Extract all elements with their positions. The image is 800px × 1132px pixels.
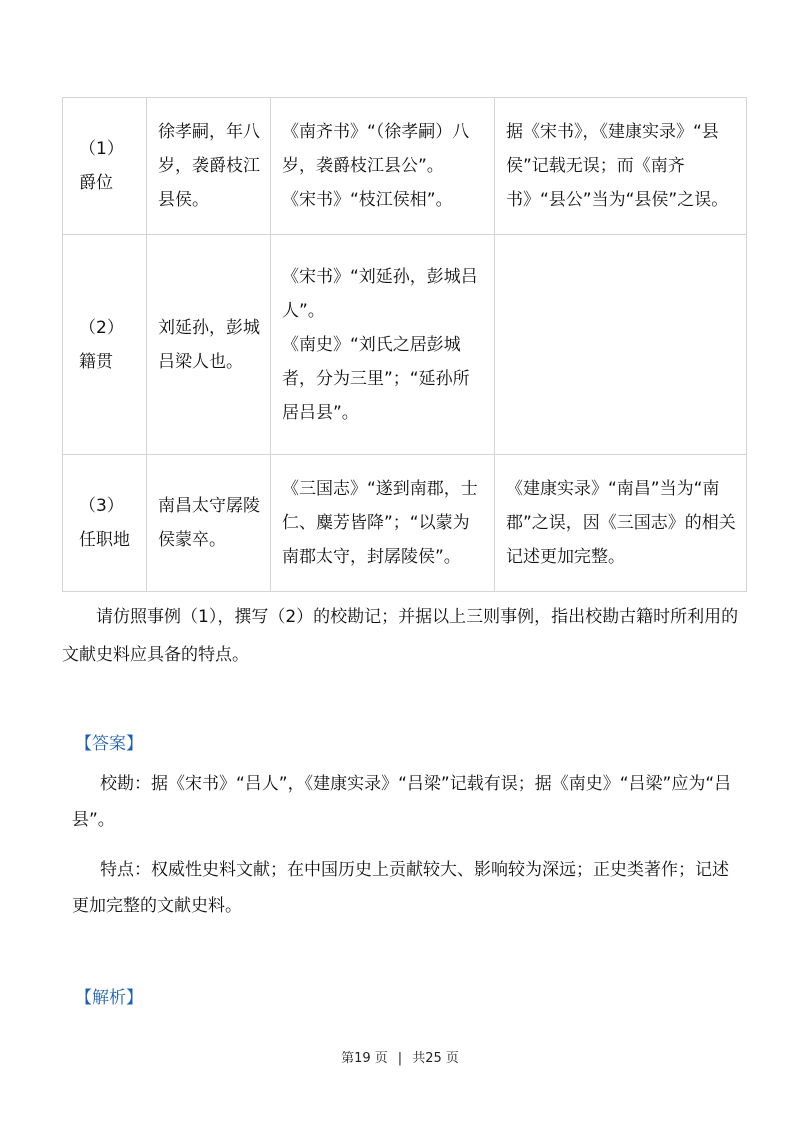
conclusion-cell: 据《宋书》，《建康实录》“县侯”记载无误；而《南齐书》“县公”当为“县侯”之误。 bbox=[495, 98, 747, 235]
evidence-line: 《宋书》“刘延孙，彭城吕人”。 bbox=[282, 266, 478, 321]
table-row bbox=[63, 455, 747, 592]
evidence-cell bbox=[271, 235, 495, 455]
analysis-heading: 【解析】 bbox=[75, 988, 143, 1008]
item-cell: （3）任职地 bbox=[63, 455, 147, 592]
page-footer bbox=[0, 1047, 800, 1066]
evidence-cell bbox=[271, 455, 495, 592]
page-number: 第19 页 bbox=[341, 1051, 388, 1066]
page-total: 共25 页 bbox=[412, 1051, 459, 1066]
conclusion-cell: 《建康实录》“南昌”当为“南郡”之误，因《三国志》的相关记述更加完整。 bbox=[495, 455, 747, 592]
answer-collation: 校勘：据《宋书》“吕人”，《建康实录》“吕梁”记载有误；据《南史》“吕梁”应为“吕县”。 bbox=[72, 774, 732, 830]
answer-features: 特点：权威性史料文献；在中国历史上贡献较大、影响较为深远；正史类著作；记述更加完整的文献史料。 bbox=[72, 860, 729, 916]
conclusion-cell bbox=[495, 235, 747, 455]
footer-separator: | bbox=[397, 1051, 403, 1066]
evidence-cell bbox=[271, 98, 495, 235]
item-cell: （2）籍贯 bbox=[63, 235, 147, 455]
evidence-line: 《宋书》“枝江侯相”。 bbox=[282, 190, 453, 210]
evidence-line: 《三国志》“遂到南郡，士仁、麋芳皆降”；“以蒙为南郡太守，封孱陵侯”。 bbox=[282, 479, 478, 567]
question-text: 请仿照事例（1），撰写（2）的校勘记；并据以上三则事例，指出校勘古籍时所利用的文献史料应具备的特点。 bbox=[62, 607, 739, 665]
table-row bbox=[63, 235, 747, 455]
original-cell: 刘延孙，彭城吕梁人也。 bbox=[147, 235, 271, 455]
answer-heading: 【答案】 bbox=[75, 734, 143, 754]
collation-table bbox=[62, 97, 747, 592]
table-row bbox=[63, 98, 747, 235]
evidence-line: 《南齐书》“（徐孝嗣）八岁，袭爵枝江县公”。 bbox=[282, 122, 470, 176]
evidence-line: 《南史》“刘氏之居彭城者，分为三里”；“延孙所居吕县”。 bbox=[282, 334, 470, 423]
original-cell: 徐孝嗣，年八岁，袭爵枝江县侯。 bbox=[147, 98, 271, 235]
item-cell: （1）爵位 bbox=[63, 98, 147, 235]
original-cell: 南昌太守孱陵侯蒙卒。 bbox=[147, 455, 271, 592]
